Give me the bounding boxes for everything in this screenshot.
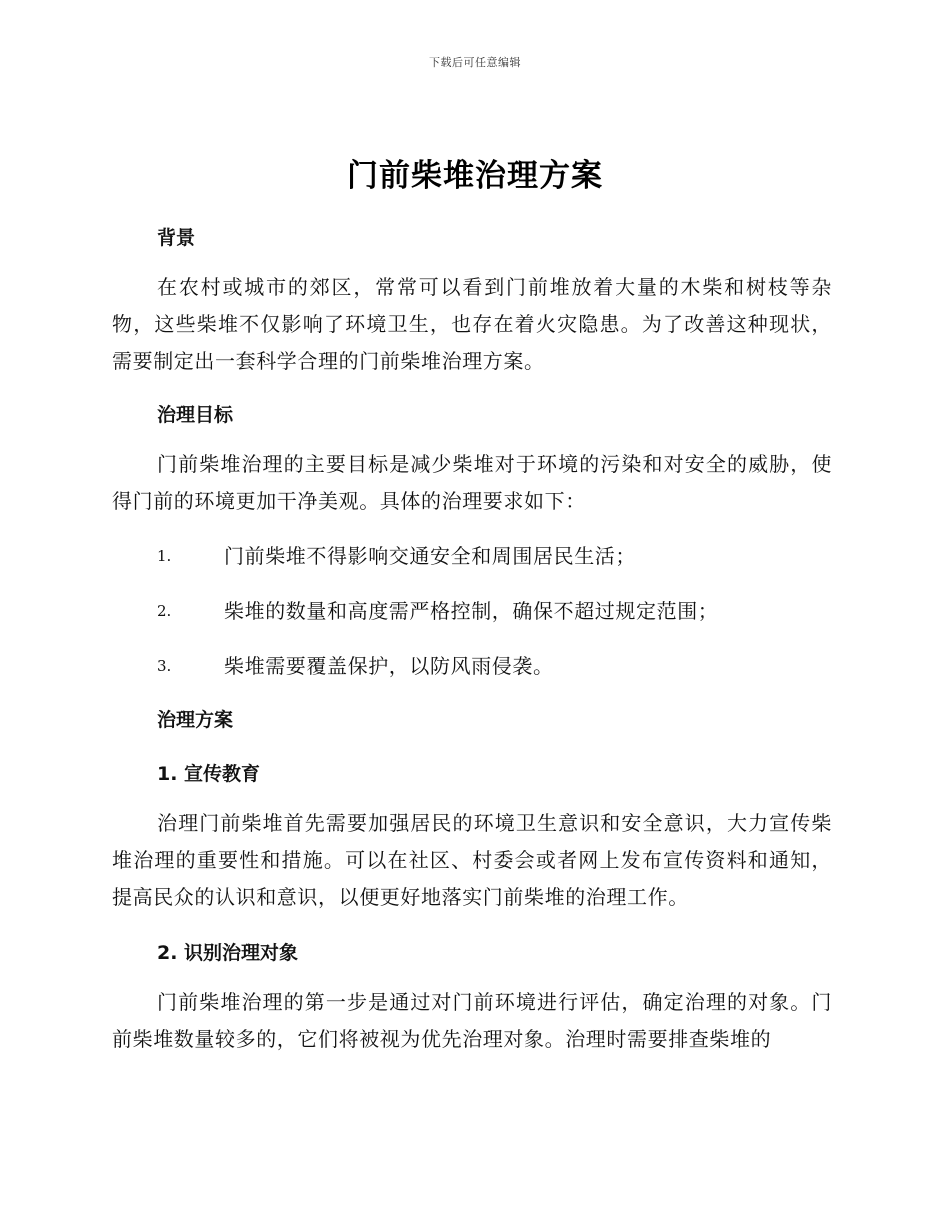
list-number: 1. (157, 547, 172, 565)
list-text: 柴堆需要覆盖保护，以防风雨侵袭。 (224, 654, 554, 678)
paragraph-background: 在农村或城市的郊区，常常可以看到门前堆放着大量的木柴和树枝等杂物，这些柴堆不仅影响了环境卫生，也存在着火灾隐患。为了改善这种现状，需要制定出一套科学合理的门前柴堆治理方案。 (112, 275, 832, 373)
list-item (112, 593, 832, 630)
list-item (112, 648, 832, 685)
requirements-list (112, 538, 832, 685)
document-body (112, 205, 832, 1058)
paragraph-identify: 门前柴堆治理的第一步是通过对门前环境进行评估，确定治理的对象。门前柴堆数量较多的，它们将被视为优先治理对象。治理时需要排查柴堆的 (112, 990, 832, 1051)
header-note: 下载后可任意编辑 (429, 56, 521, 69)
section-heading-goals: 治理目标 (157, 404, 234, 426)
paragraph-publicity: 治理门前柴堆首先需要加强居民的环境卫生意识和安全意识，大力宣传柴堆治理的重要性和措施。可以在社区、村委会或者网上发布宣传资料和通知，提高民众的认识和意识，以便更好地落实门前柴堆的治理工作。 (112, 811, 832, 909)
section-heading-background: 背景 (157, 227, 196, 249)
list-text: 门前柴堆不得影响交通安全和周围居民生活； (224, 544, 636, 568)
document-title: 门前柴堆治理方案 (347, 158, 603, 194)
subsection-heading-publicity: 1. 宣传教育 (157, 763, 261, 785)
paragraph-goals: 门前柴堆治理的主要目标是减少柴堆对于环境的污染和对安全的威胁，使得门前的环境更加干净美观。具体的治理要求如下： (112, 452, 832, 513)
list-number: 3. (157, 657, 172, 675)
subsection-heading-identify: 2. 识别治理对象 (157, 942, 299, 964)
list-item (112, 538, 832, 575)
list-number: 2. (157, 602, 172, 620)
section-heading-plan: 治理方案 (157, 709, 234, 731)
list-text: 柴堆的数量和高度需严格控制，确保不超过规定范围； (224, 599, 719, 623)
